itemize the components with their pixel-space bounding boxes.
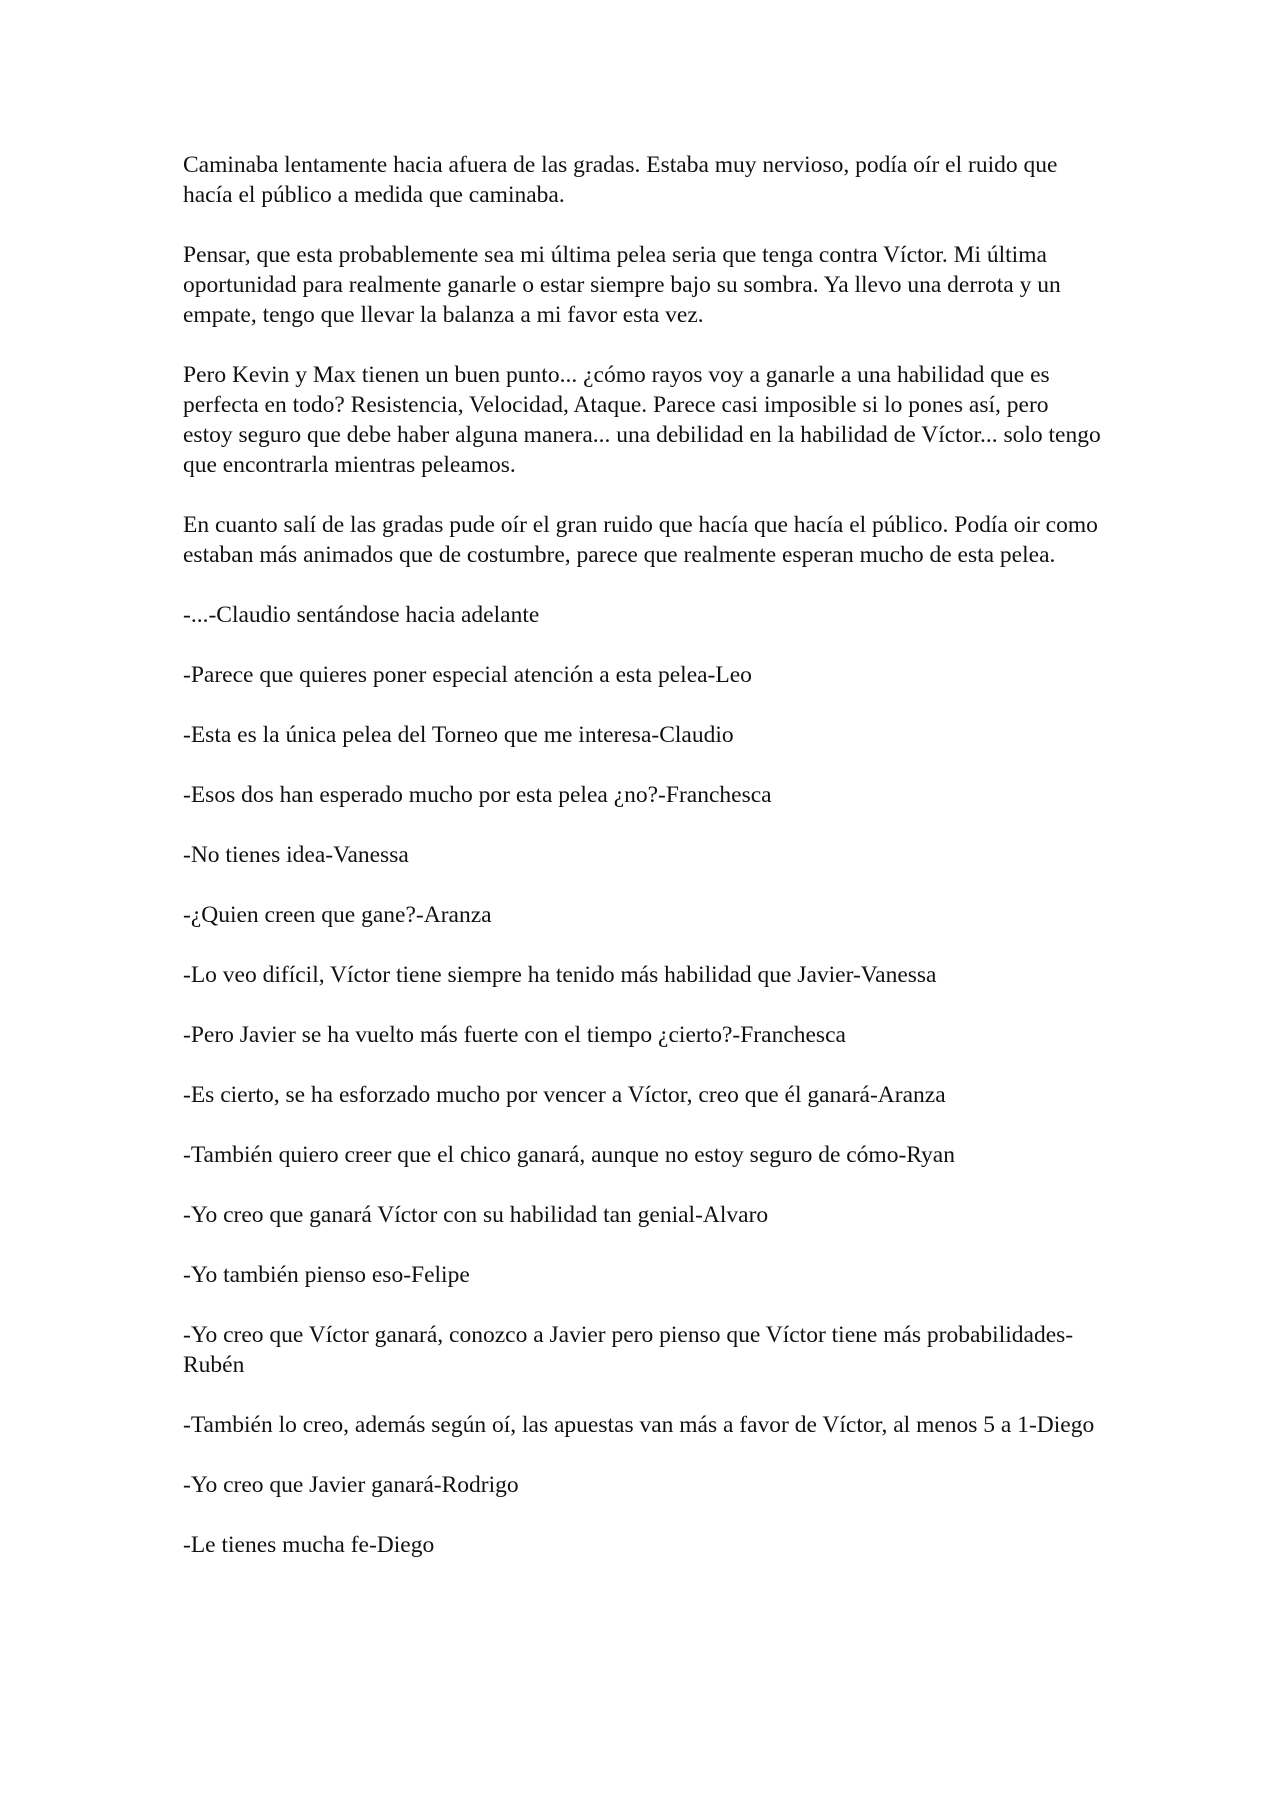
dialogue-line: -También lo creo, además según oí, las apuestas van más a favor de Víctor, al menos 5 a 1-Diego — [183, 1412, 1095, 1438]
dialogue-line: -Yo creo que Javier ganará-Rodrigo — [183, 1472, 519, 1498]
dialogue-line: -Yo también pienso eso-Felipe — [183, 1262, 470, 1288]
dialogue-line: -Yo creo que Víctor ganará, conozco a Javier pero pienso que Víctor tiene más probabilidades-Rubén — [183, 1322, 1074, 1378]
dialogue-line: -Esos dos han esperado mucho por esta pelea ¿no?-Franchesca — [183, 782, 772, 808]
dialogue-line: -Le tienes mucha fe-Diego — [183, 1532, 435, 1558]
dialogue-line: -Es cierto, se ha esforzado mucho por vencer a Víctor, creo que él ganará-Aranza — [183, 1082, 946, 1108]
dialogue-line: -Esta es la única pelea del Torneo que me interesa-Claudio — [183, 722, 734, 748]
document-page — [183, 150, 1103, 1590]
paragraph-narration-4: En cuanto salí de las gradas pude oír el gran ruido que hacía que hacía el público. Podía oir como estaban más animados que de costumbre, parece que realmente esperan mucho de esta pelea. — [183, 512, 1098, 568]
dialogue-line: -Parece que quieres poner especial atención a esta pelea-Leo — [183, 662, 752, 688]
paragraph-narration-3: Pero Kevin y Max tienen un buen punto... ¿cómo rayos voy a ganarle a una habilidad que es perfecta en todo? Resistencia, Velocidad, Ataque. Parece casi imposible si lo pones así, pero estoy seguro que debe haber alguna manera... una debilidad en la habilidad de Víctor... solo tengo que encontrarla mientras peleamos. — [183, 362, 1101, 478]
dialogue-line: -Lo veo difícil, Víctor tiene siempre ha tenido más habilidad que Javier-Vanessa — [183, 962, 937, 988]
paragraph-narration-1: Caminaba lentamente hacia afuera de las gradas. Estaba muy nervioso, podía oír el ruido que hacía el público a medida que caminaba. — [183, 152, 1058, 208]
dialogue-line: -Pero Javier se ha vuelto más fuerte con el tiempo ¿cierto?-Franchesca — [183, 1022, 846, 1048]
dialogue-line: -...-Claudio sentándose hacia adelante — [183, 602, 540, 628]
dialogue-line: -¿Quien creen que gane?-Aranza — [183, 902, 492, 928]
paragraph-narration-2: Pensar, que esta probablemente sea mi última pelea seria que tenga contra Víctor. Mi última oportunidad para realmente ganarle o estar siempre bajo su sombra. Ya llevo una derrota y un empate, tengo que llevar la balanza a mi favor esta vez. — [183, 242, 1061, 328]
dialogue-line: -También quiero creer que el chico ganará, aunque no estoy seguro de cómo-Ryan — [183, 1142, 955, 1168]
dialogue-line: -Yo creo que ganará Víctor con su habilidad tan genial-Alvaro — [183, 1202, 769, 1228]
dialogue-line: -No tienes idea-Vanessa — [183, 842, 409, 868]
